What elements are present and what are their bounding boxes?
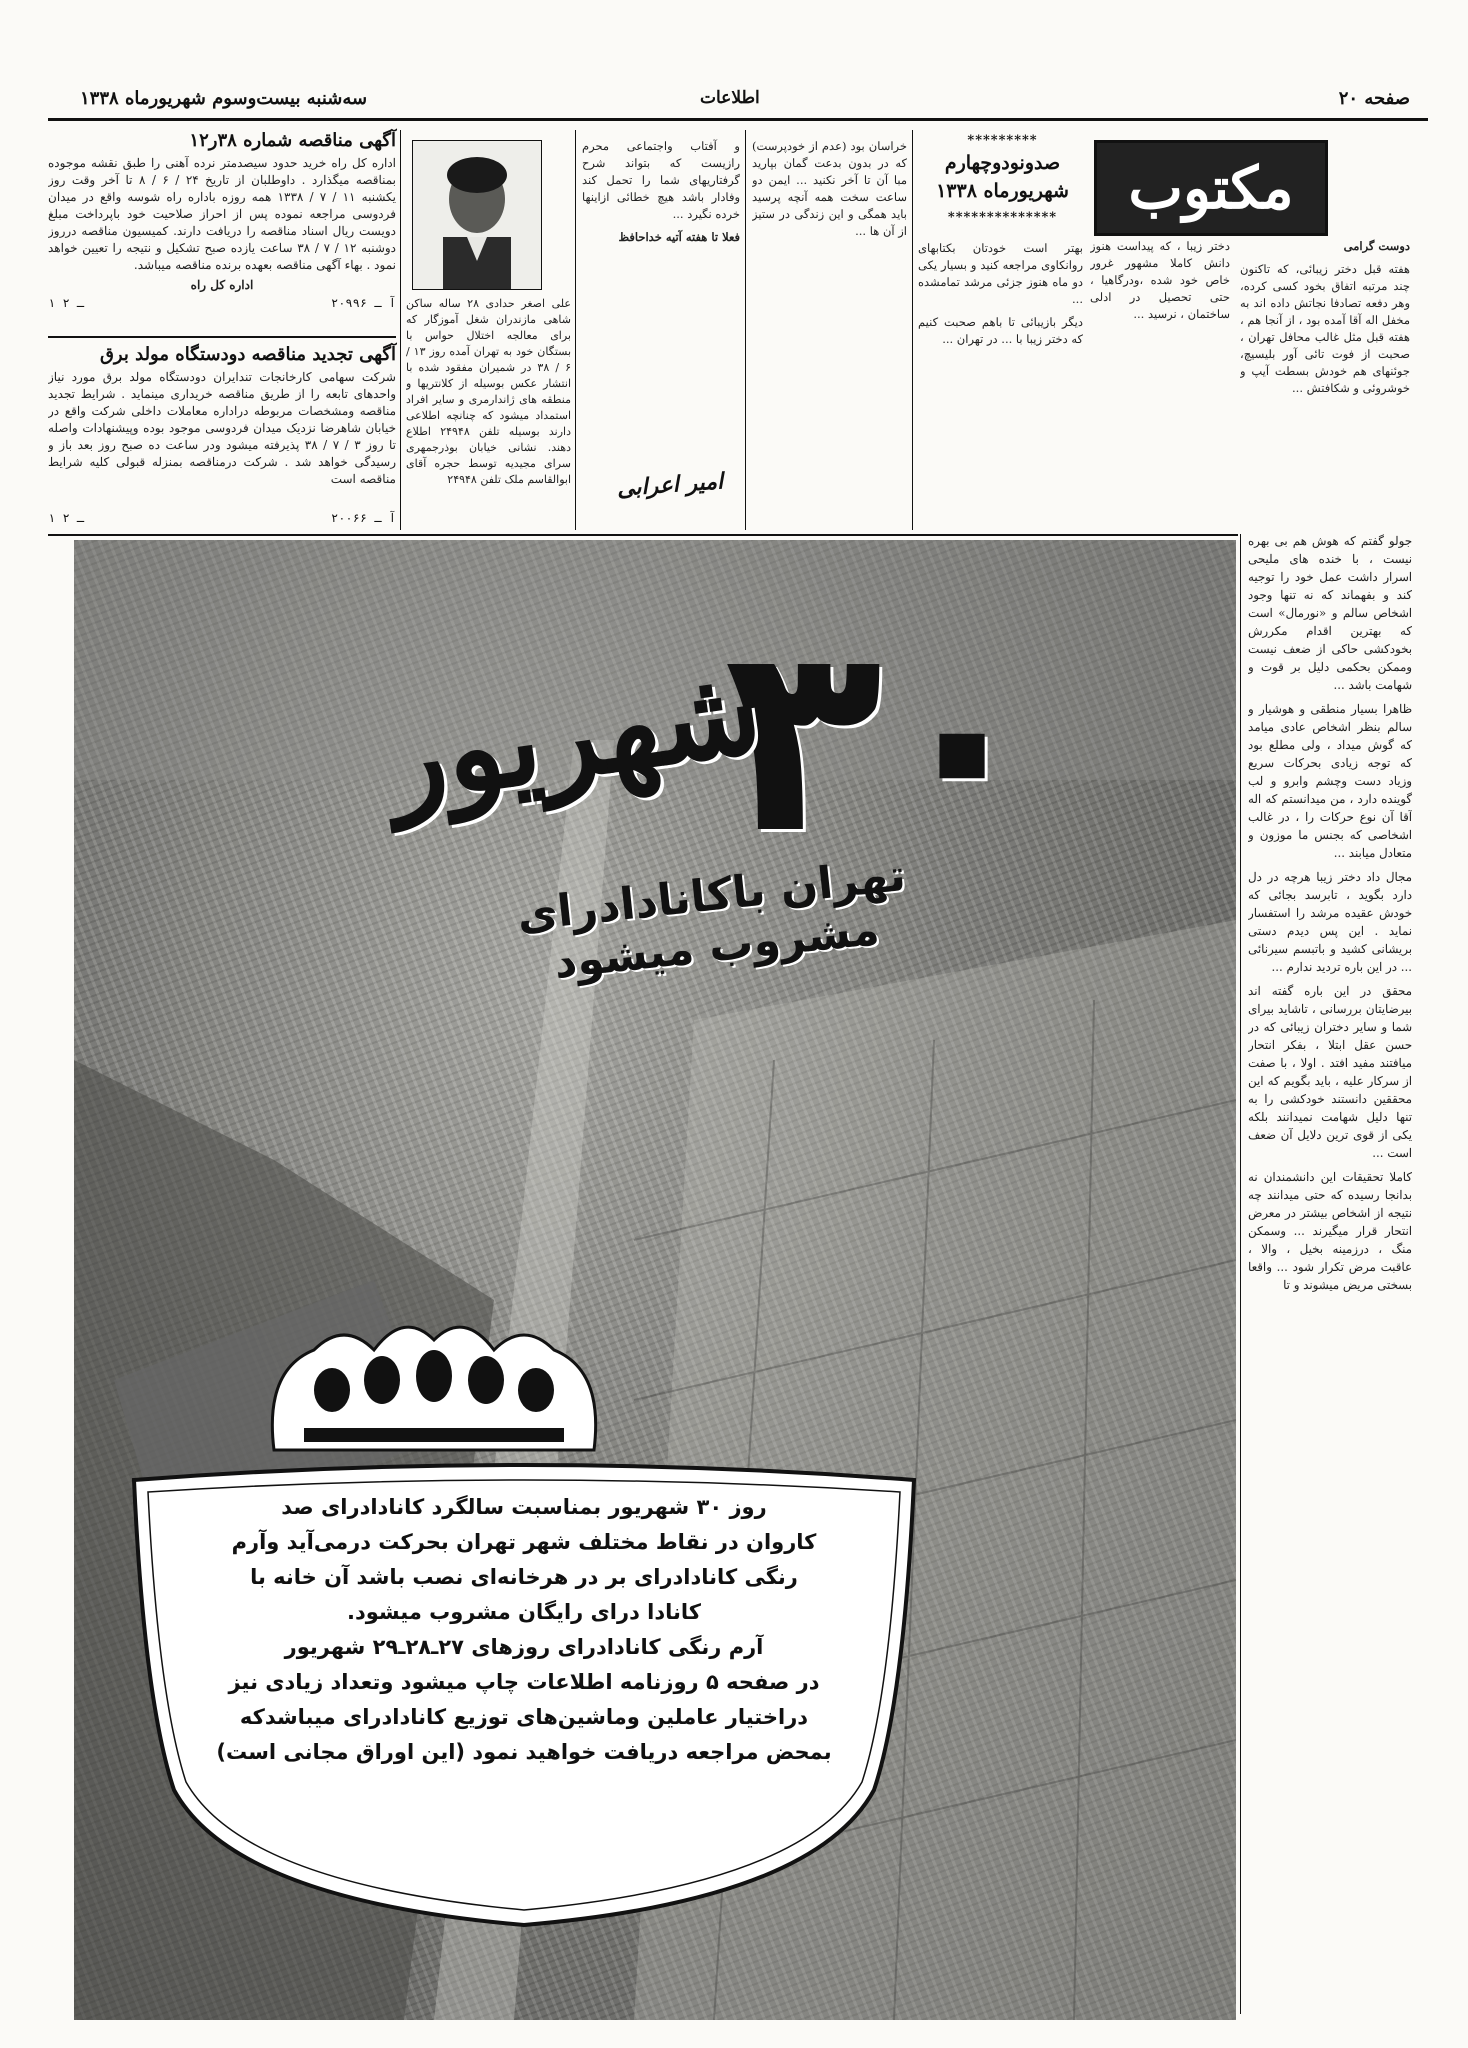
salutation: دوست گرامی xyxy=(1343,239,1410,253)
middle-body-2: و آفتاب واجتماعی محرم رازیست که بتواند شرح گرفتاریهای شما را تحمل کند وفادار باشد هیچ خطائی ازاینها خرده نگیرد ... xyxy=(582,139,740,221)
ad-1-body: اداره کل راه خرید حدود سیصدمتر نرده آهنی را طبق نقشه موجوده بمناقصه میگذارد . داوطلبان از تاریخ ۲۴ / ۶ / ۸ تا آخر وقت روز یکشنبه ۱۱ / ۷ / ۱۳۳۸ همه روزه باداره راه شوسه واقع در میدان فردوسی مراجعه نموده پس از احراز صلاحیت خود باپرداخت مبلغ دویست ریال اسناد مناقصه را دریافت دارند. کمیسیون مناقصه درروز دوشنبه ۱۲ / ۷ / ۳۸ ساعت یازده صبح تشکیل و نتیجه را تعیین خواهد نمود . بهاء آگهی مناقصه بعهده برنده مناقصه میباشد. xyxy=(48,156,396,272)
ad-divider xyxy=(48,336,396,338)
header-rule xyxy=(48,118,1428,121)
maktub-logo: مکتوب xyxy=(1128,154,1294,222)
portrait-photo xyxy=(412,140,542,290)
portrait-image xyxy=(413,141,541,289)
right-column xyxy=(1248,532,1412,2012)
ad-2-code-1: آ ـ ۲۰۰۶۶ xyxy=(330,511,396,525)
shield-line: رنگی کانادادرای بر در هرخانه‌ای نصب باشد آن خانه با xyxy=(250,1565,798,1589)
right-body-3: مجال داد دختر زیبا هرچه در دل دارد بگوید ، تابرسد بجائی که خودش عقیده مرشد را استفسار نماید . این پس دیدم دستی بریشانی کشید و باتبسم سیرنائی ... در این باره تردید ندارم ... xyxy=(1248,870,1412,974)
middle-col-b xyxy=(582,138,740,468)
shield-line: آرم رنگی کانادادرای روزهای ۲۷ـ۲۸ـ۲۹ شهریور xyxy=(284,1635,764,1659)
maktub-body-5: دیگر بازیبائی تا باهم صحبت کنیم که دختر زیبا با ... در تهران ... xyxy=(918,315,1083,346)
ad-2 xyxy=(48,344,396,534)
ad-2-code-2: ۱ ـ ۲ xyxy=(48,511,85,525)
ad-1-signoff: اداره کل راه xyxy=(190,278,254,292)
feature-top-rule xyxy=(48,534,1238,536)
maktub-intro-left xyxy=(918,240,1083,512)
headline-word: شهریور xyxy=(378,638,770,831)
ad-1-code-2: ۱ ـ ۲ xyxy=(48,296,85,310)
stars-top: ********* xyxy=(967,133,1038,148)
right-body-1: جولو گفتم که هوش هم بی بهره نیست ، با خنده های ملیحی اسرار داشت عمل خود را توجیه کند و بفهماند که نه تنها وجود اشخاص سالم و «نورمال» است که بهترین اقدام مکررش بخودکشی حاکی از ضعف نیست وممکن بحکمی دلیل بر قوت و شهامت باشد ... xyxy=(1248,534,1412,692)
shield-line: کانادا درای رایگان مشروب میشود. xyxy=(346,1600,702,1624)
maktub-logo-box xyxy=(1094,140,1328,236)
col-rule-1 xyxy=(912,130,913,530)
col-rule-3 xyxy=(575,130,576,530)
right-body-5: کاملا تحقیقات این دانشمندان نه بدانجا رسیده که حتی میدانند چه نتیجه از اشخاص بیشتر در معرض انتحار قرار میگیرند ... وسمکن منگ ، درزمینه بخیل ، والا ، عاقبت مرض تکرار شود ... واقعا بسختی مریض میشوند و تا xyxy=(1248,1170,1412,1292)
middle-body-3: فعلا تا هفته آتیه خداحافظ xyxy=(618,230,740,244)
ad-2-title: آگهی تجدید مناقصه دودستگاه مولد برق xyxy=(99,344,396,365)
aerial-photo xyxy=(74,540,1236,2020)
maktub-body-1: هفته قبل دختر زیبائی، که تاکنون چند مرتبه اتفاق بخود کسی کرده، وهر دفعه تصادفا نجاتش داده اند به مخفل اله آقا آمده بود ، از آنجا هم ، هفته قبل مثل غالب محافل تهران ، صحبت از فوت تائی آور بلیسیچ، جوئنهای هم خودش بسطت آیپ و خوشروئی و شکافتش ... xyxy=(1240,262,1410,395)
shield-text xyxy=(174,1490,874,1770)
shield-line: کاروان در نقاط مختلف شهر تهران بحرکت درمی‌آید وآرم xyxy=(231,1530,817,1554)
crown-icon xyxy=(254,1280,614,1490)
maktub-intro-mid xyxy=(1090,238,1230,528)
ad-1-title: آگهی مناقصه شماره ۳۸ر۱۲ xyxy=(189,130,396,151)
portrait-caption: علی اصغر حدادی ۲۸ ساله ساکن شاهی مازندران شغل آموزگار که برای معالجه اختلال حواس با بستگان خود به تهران آمده روز ۱۳ / ۶ / ۳۸ در شمیران مفقود شده با انتشار عکس بوسیله از کلانتریها و منطقه های ژاندارمری و سایر افراد استمداد میشود که چنانچه اطلاعی دارند بوسیله تلفن ۲۴۹۴۸ اطلاع دهند. نشانی خیابان بوذرجمهری سرای مجیدیه توسط حجره آقای ابوالقاسم ملک تلفن ۲۴۹۴۸ xyxy=(406,297,571,486)
maktub-dateline xyxy=(920,133,1085,225)
shield-line: روز ۳۰ شهریور بمناسبت سالگرد کانادادرای صد xyxy=(281,1495,767,1519)
paper-name: اطلاعات xyxy=(700,88,760,108)
page-number: صفحه ۲۰ xyxy=(1338,88,1410,109)
maktub-intro-right xyxy=(1240,238,1410,528)
masthead xyxy=(80,88,1410,118)
middle-col-a xyxy=(752,138,907,528)
ad-1-code-1: آ ـ ۲۰۹۹۶ xyxy=(330,296,396,310)
shield-line: در صفحه ۵ روزنامه اطلاعات چاپ میشود وتعداد زیادی نیز xyxy=(228,1670,820,1694)
maktub-body-4: بهتر است خودتان بکتابهای روانکاوی مراجعه کنید و بسیار یکی دو ماه هنوز جزئی مرشد تمامشده ... xyxy=(918,241,1083,306)
headline-number: ۳۰ xyxy=(724,589,1042,891)
right-body-2: ظاهرا بسیار منطقی و هوشیار و سالم بنظر اشخاص عادی میامد که گوش میداد ، ولی مطلع بود که توجه زیادی بحرکات سریع وزیاد دست وچشم وابرو و لب گوینده دارد ، من میدانستم که اله آقا آن نوع حرکات را ، در غالب اشخاصی که بجنس ما موزون و متعادل میابند ... xyxy=(1248,702,1412,860)
subheadline: تهران باکانادادرای مشروب میشود xyxy=(514,849,908,989)
shield-line: بمحض مراجعه دریافت خواهید نمود (این اوراق مجانی است) xyxy=(216,1740,832,1764)
middle-body-1: خراسان بود (عدم از خودپرست) که در بدون بدعت گمان بپارید مبا آن تا آخر نکنید ... ایمن دو ساعت سخت همه آنچه پرسید باید همگی و این زندگی در ستیز از آن ها ... xyxy=(752,139,907,238)
date-line: سه‌شنبه بیست‌وسوم شهریورماه ۱۳۳۸ xyxy=(80,88,368,109)
dateline-2: شهریورماه ۱۳۳۸ xyxy=(936,180,1069,202)
col-rule-2 xyxy=(745,130,746,530)
stars-bottom: ************** xyxy=(947,210,1058,225)
right-col-rule xyxy=(1240,534,1241,2014)
col-rule-4 xyxy=(400,130,401,530)
ad-2-body: شرکت سهامی کارخانجات تندایران دودستگاه مولد برق مورد نیاز واحدهای تابعه را از طریق مناقصه خریداری مینماید . شرایط تجدید مناقصه ومشخصات مربوطه دراداره معاملات داخلی شرکت واقع در خیابان شاهرضا نزدیک میدان فردوسی موجود بوده وپیشنهادات واصله تا روز ۳ / ۷ / ۳۸ پذیرفته میشود ودر ساعت ده صبح روز بعد باز و رسیدگی خواهد شد . شرکت درمناقصه بمنزله قبولی کلیه شرایط مناقصه است xyxy=(48,370,396,486)
dateline-1: صدونودوچهارم xyxy=(944,152,1061,174)
right-body-4: محقق در این باره گفته اند بیرضایتان بررسانی ، تاشاید بیرای شما و سایر دختران زیبائی که در حسن عقل ابتلا ، بفکر انتحار میافتند مفید افتد . اولا ، با صفت از سرکار علیه ، باید بگویم که این محققین دانستند خودکشی را به تنها دلیل شهامت نمیدانند بلکه یکی از قوی ترین دلایل آن ضعف است ... xyxy=(1248,984,1412,1160)
ad-1 xyxy=(48,130,396,330)
middle-signature: امیر اعرابی xyxy=(616,468,724,502)
maktub-body-3: دختر زیبا ، که پیداست هنوز دانش کاملا مشهور غرور خاص خود شده ،ودرگاهیا ، حتی تحصیل در ادلی ساختمان ، نرسید ... xyxy=(1090,239,1230,321)
shield-line: دراختیار عاملین وماشین‌های توزیع کانادادرای میباشدکه xyxy=(239,1705,809,1729)
